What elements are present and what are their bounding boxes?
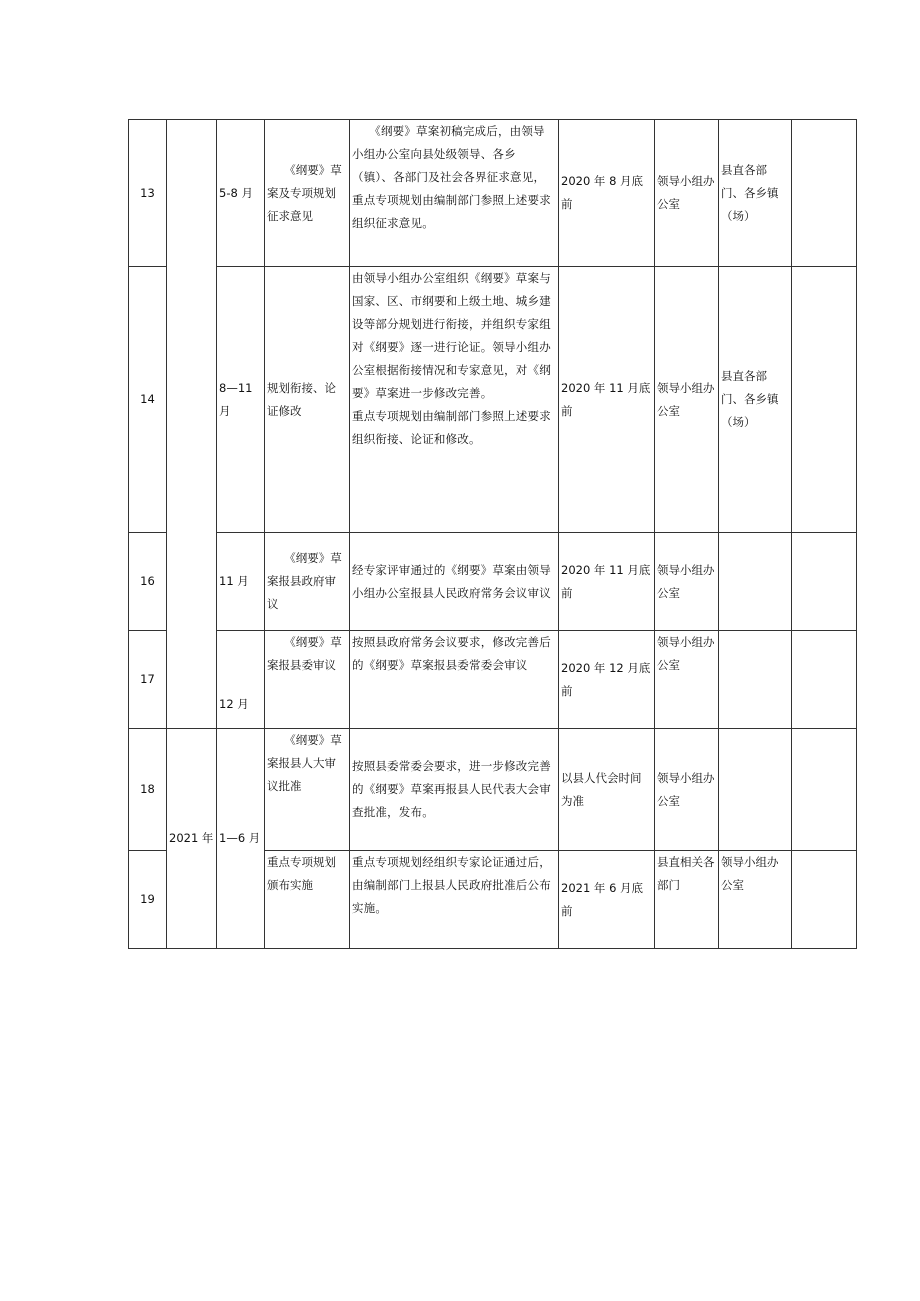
- row-number: 13: [129, 120, 167, 267]
- lead-unit-cell: 领导小组办公室: [655, 267, 719, 533]
- schedule-table: [128, 119, 857, 949]
- task-cell: [265, 631, 350, 729]
- note-cell: [792, 533, 857, 631]
- content-cell: [350, 851, 559, 949]
- task-text: 《纲要》草案及专项规划征求意见: [267, 162, 342, 223]
- table-row: [129, 729, 857, 851]
- content-cell: [350, 631, 559, 729]
- month-cell: 5-8 月: [217, 120, 265, 267]
- lead-unit-cell: 领导小组办公室: [655, 631, 719, 729]
- month-cell: 11 月: [217, 533, 265, 631]
- task-cell: [265, 729, 350, 851]
- note-cell: [792, 631, 857, 729]
- coop-unit-cell: [719, 631, 792, 729]
- deadline-cell: 2020 年 11 月底前: [559, 533, 655, 631]
- table-row: [129, 120, 857, 267]
- deadline-cell: 2020 年 12 月底前: [559, 631, 655, 729]
- year-cell-2021: 2021 年: [167, 729, 217, 949]
- content-text: 按照县政府常务会议要求，修改完善后的《纲要》草案报县委常委会审议: [352, 635, 551, 672]
- content-cell: [350, 120, 559, 267]
- task-cell: 规划衔接、论证修改: [265, 267, 350, 533]
- row-number: 17: [129, 631, 167, 729]
- content-text: 重点专项规划经组织专家论证通过后，由编制部门上报县人民政府批准后公布实施。: [352, 855, 551, 915]
- content-cell: [350, 729, 559, 851]
- lead-unit-cell: 领导小组办公室: [655, 533, 719, 631]
- coop-unit-cell: 县直各部门、各乡镇（场）: [719, 267, 792, 533]
- note-cell: [792, 120, 857, 267]
- row-number: 19: [129, 851, 167, 949]
- month-cell: 1—6 月: [217, 729, 265, 949]
- task-cell: [265, 533, 350, 631]
- note-cell: [792, 851, 857, 949]
- month-cell: 12 月: [217, 631, 265, 729]
- month-cell: 8—11 月: [217, 267, 265, 533]
- task-text: 《纲要》草案报县委审议: [267, 635, 342, 672]
- deadline-cell: 2020 年 8 月底前: [559, 120, 655, 267]
- content-text: 《纲要》草案初稿完成后，由领导小组办公室向县处级领导、各乡（镇）、各部门及社会各界征求意见，重点专项规划由编制部门参照上述要求组织征求意见。: [352, 124, 551, 230]
- content-text: 由领导小组办公室组织《纲要》草案与国家、区、市纲要和上级土地、城乡建设等部分规划进行衔接，并组织专家组对《纲要》逐一进行论证。领导小组办公室根据衔接情况和专家意见，对《纲要》草案进一步修改完善。 重点专项规划由编制部门参照上述要求组织衔接、论证和修改。: [352, 271, 551, 446]
- row-number: 18: [129, 729, 167, 851]
- task-text: 《纲要》草案报县人大审议批准: [267, 733, 342, 793]
- table-row: [129, 631, 857, 729]
- content-cell: [350, 533, 559, 631]
- note-cell: [792, 267, 857, 533]
- deadline-cell: 2020 年 11 月底前: [559, 267, 655, 533]
- task-cell: [265, 120, 350, 267]
- note-cell: [792, 729, 857, 851]
- task-cell: 重点专项规划颁布实施: [265, 851, 350, 949]
- task-text: 《纲要》草案报县政府审议: [267, 551, 342, 611]
- lead-unit-cell: 领导小组办公室: [655, 120, 719, 267]
- table-row: [129, 533, 857, 631]
- row-number: 16: [129, 533, 167, 631]
- lead-unit-cell: 领导小组办公室: [655, 729, 719, 851]
- deadline-cell: 2021 年 6 月底前: [559, 851, 655, 949]
- coop-unit-cell: 领导小组办公室: [719, 851, 792, 949]
- lead-unit-cell: 县直相关各部门: [655, 851, 719, 949]
- content-text: 经专家评审通过的《纲要》草案由领导小组办公室报县人民政府常务会议审议: [352, 562, 551, 600]
- content-cell: [350, 267, 559, 533]
- coop-unit-cell: 县直各部门、各乡镇（场）: [719, 120, 792, 267]
- coop-unit-cell: [719, 533, 792, 631]
- deadline-cell: 以县人代会时间为准: [559, 729, 655, 851]
- table-row: [129, 267, 857, 533]
- coop-unit-cell: [719, 729, 792, 851]
- content-text: 按照县委常委会要求，进一步修改完善的《纲要》草案再报县人民代表大会审查批准，发布。: [352, 759, 551, 819]
- year-cell-2020: [167, 120, 217, 729]
- row-number: 14: [129, 267, 167, 533]
